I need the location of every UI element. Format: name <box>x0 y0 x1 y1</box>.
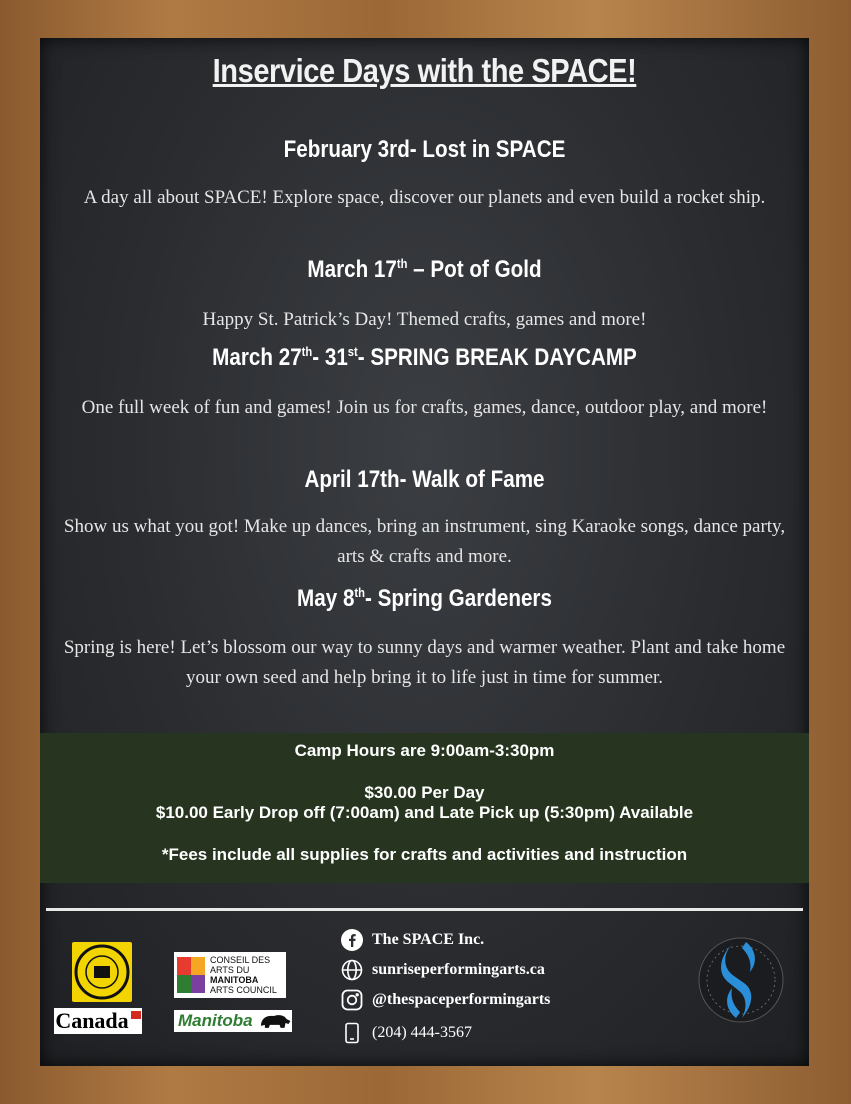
event-heading: March 27th- 31st- SPRING BREAK DAYCAMP <box>212 344 637 371</box>
facebook-icon <box>340 928 364 952</box>
event-description: Spring is here! Let’s blossom our way to sunny days and warmer weather. Plant and take home your own seed and help bring it to life just in time for summer. <box>63 637 786 688</box>
page-title: Inservice Days with the SPACE! <box>212 52 637 89</box>
event-heading: March 17th – Pot of Gold <box>307 256 542 283</box>
canada-flag-icon <box>131 1011 141 1019</box>
event-description: Happy St. Patrick’s Day! Themed crafts, games and more! <box>202 309 647 330</box>
event-heading: February 3rd- Lost in SPACE <box>283 136 566 163</box>
globe-icon <box>340 958 364 982</box>
camp-extra-care: $10.00 Early Drop off (7:00am) and Late Pick up (5:30pm) Available <box>155 803 694 822</box>
divider <box>46 908 803 911</box>
arts-council-emblem-icon <box>177 957 205 993</box>
phone-icon <box>340 1021 364 1045</box>
chalkboard <box>40 38 809 1066</box>
instagram-icon <box>340 988 364 1012</box>
bison-icon <box>259 1012 292 1030</box>
camp-price: $30.00 Per Day <box>364 783 485 802</box>
municipality-springfield-logo <box>72 942 132 1002</box>
event-description: One full week of fun and games! Join us for crafts, games, dance, outdoor play, and more! <box>81 397 768 418</box>
manitoba-arts-council-logo: CONSEIL DES ARTS DU MANITOBA ARTS COUNCIL <box>174 952 286 998</box>
the-space-logo <box>696 932 786 1038</box>
contact-website[interactable]: sunriseperformingarts.ca <box>340 957 545 983</box>
fees-note: *Fees include all supplies for crafts and activities and instruction <box>161 845 688 864</box>
event-description: A day all about SPACE! Explore space, discover our planets and even build a rocket ship. <box>83 187 766 208</box>
event-heading: April 17th- Walk of Fame <box>304 466 545 493</box>
camp-hours: Camp Hours are 9:00am-3:30pm <box>294 741 555 760</box>
contact-instagram[interactable]: @thespaceperformingarts <box>340 987 550 1013</box>
event-description: Show us what you got! Make up dances, bring an instrument, sing Karaoke songs, dance party, arts & crafts and more. <box>63 516 786 567</box>
contact-facebook[interactable]: The SPACE Inc. <box>340 927 484 953</box>
contact-phone[interactable]: (204) 444-3567 <box>340 1020 472 1046</box>
manitoba-logo: Manitoba <box>174 1010 292 1032</box>
event-heading: May 8th- Spring Gardeners <box>297 585 552 612</box>
canada-wordmark: Canada <box>54 1008 142 1034</box>
camp-info-banner <box>40 733 809 883</box>
